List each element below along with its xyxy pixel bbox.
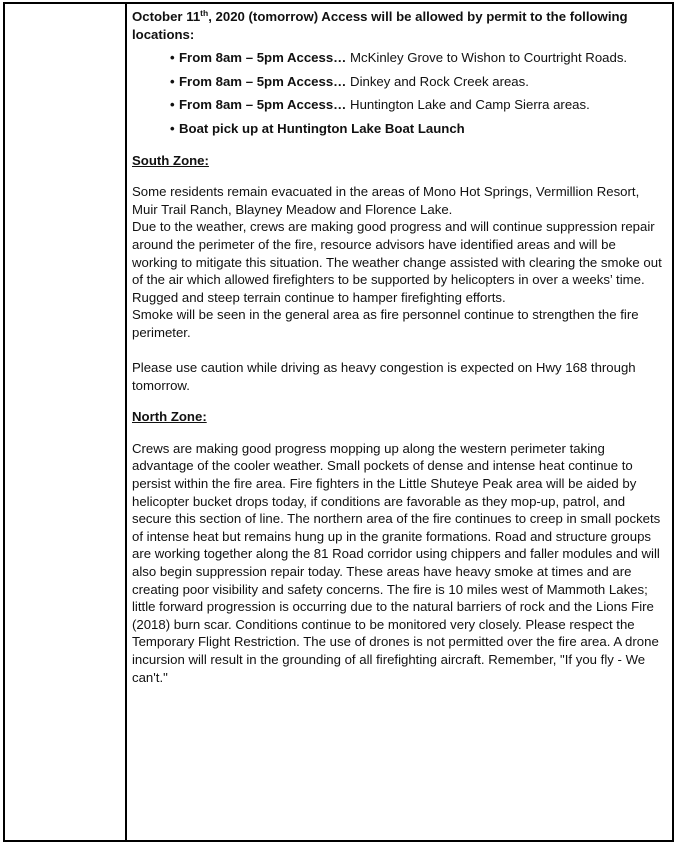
north-zone-paragraph: Crews are making good progress mopping up along the western perimeter taking advantage of the cooler weather. Small pockets of dense and intense heat continue to persist within the fire area. Fire fighters in the Little Shuteye Peak area will be aided by helicopter bucket drops today, if conditions are favorable as they mop-up, patrol, and secure this section of line. The northern area of the fire continues to creep in small pockets of intense heat but remains hung up in the granite formations. Road and structure groups are working together along the 81 Road corridor using chippers and faller modules and will also begin suppression repair today. These areas have heavy smoke at times and are creating poor visibility and safety concerns. The fire is 10 miles west of Mammoth Lakes; little forward progression is occurring due to the natural barriers of rock and the Lions Fire (2018) burn scar. Conditions continue to be monitored very closely. Please respect the Temporary Flight Restriction. The use of drones is not permitted over the fire area. A drone incursion will result in the grounding of all firefighting aircraft. Remember, "If you fly - We can't." <box>132 440 661 685</box>
paragraph-gap <box>132 342 664 360</box>
access-location: Huntington Lake and Camp Sierra areas. <box>346 97 590 113</box>
south-zone-paragraph: Due to the weather, crews are making good progress and will continue suppression repair around the perimeter of the fire, resource advisors have identified areas and will be working to mitigate this situation. The weather change assisted with clearing the smoke out of the air which allowed firefighters to be supported by helicopters in over a weeks’ time. Rugged and steep terrain continue to hamper firefighting efforts. <box>132 219 662 305</box>
access-time: From 8am – 5pm Access… <box>179 73 347 89</box>
list-item <box>170 96 664 114</box>
column-divider <box>125 2 127 842</box>
heading-text: , 2020 (tomorrow) Access will be allowed by permit to the following locations: <box>132 9 628 42</box>
bullet-icon: • <box>170 120 175 136</box>
list-item <box>170 49 664 67</box>
access-location: McKinley Grove to Wishon to Courtright Roads. <box>346 50 628 66</box>
boat-pickup: Boat pick up at Huntington Lake Boat Launch <box>179 120 465 136</box>
south-zone-title: South Zone: <box>132 152 209 168</box>
south-zone-paragraph: Please use caution while driving as heavy congestion is expected on Hwy 168 through tomorrow. <box>132 360 636 393</box>
access-heading <box>132 8 664 43</box>
bullet-icon: • <box>170 73 175 89</box>
list-item <box>170 120 664 138</box>
list-item <box>170 73 664 91</box>
bullet-icon: • <box>170 97 175 113</box>
heading-date: October 11 <box>132 9 201 24</box>
access-location: Dinkey and Rock Creek areas. <box>346 73 529 89</box>
south-zone-paragraph: Smoke will be seen in the general area as fire personnel continue to strengthen the fire perimeter. <box>132 307 639 340</box>
content-cell <box>132 8 664 686</box>
north-zone-title: North Zone: <box>132 409 207 425</box>
heading-date-suffix: th <box>200 8 209 18</box>
access-time: From 8am – 5pm Access… <box>179 97 347 113</box>
bullet-icon: • <box>170 50 175 66</box>
south-zone-paragraph: Some residents remain evacuated in the areas of Mono Hot Springs, Vermillion Resort, Muir Trail Ranch, Blayney Meadow and Florence Lake. <box>132 184 640 217</box>
access-list <box>132 49 664 137</box>
access-time: From 8am – 5pm Access… <box>179 50 347 66</box>
